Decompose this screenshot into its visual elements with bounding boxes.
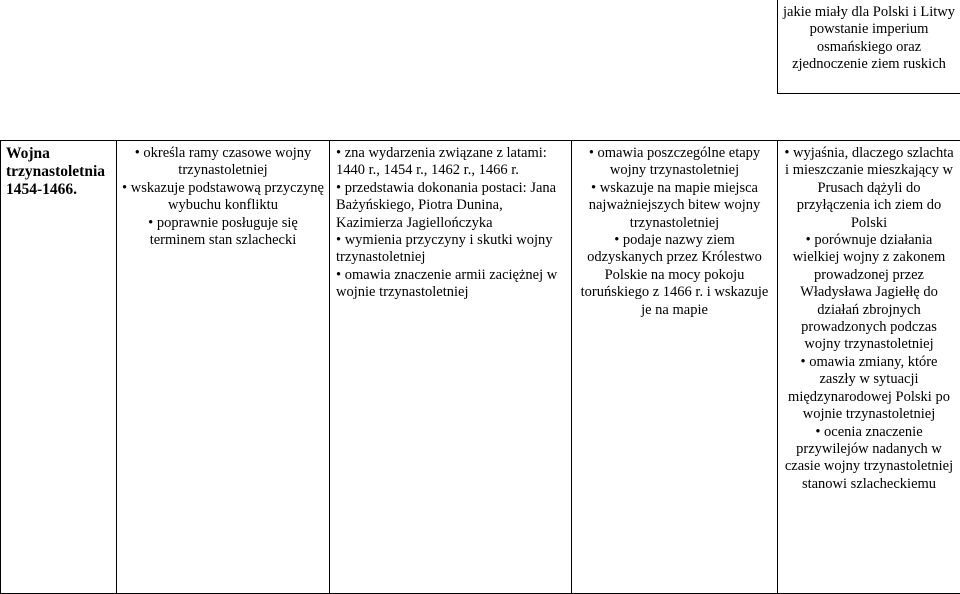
col4-bullet-item xyxy=(783,354,955,424)
col1-bullet-item xyxy=(122,215,324,250)
bullet-text: wskazuje podstawową przyczynę wybuchu konfliktu xyxy=(130,179,324,214)
bullet-icon: • xyxy=(591,179,600,196)
requirements-col-1 xyxy=(116,140,330,594)
bullet-text: zna wydarzenia związane z latami: 1440 r., 1454 r., 1462 r., 1466 r. xyxy=(336,145,547,179)
col4-bullet-item xyxy=(783,232,955,354)
bullet-icon: • xyxy=(815,423,825,440)
col1-bullet-item xyxy=(122,180,324,215)
bullet-icon: • xyxy=(805,232,815,249)
bullet-icon: • xyxy=(122,179,131,196)
bullet-text: przedstawia dokonania postaci: Jana Bażyńskiego, Piotra Dunina, Kazimierza Jagiellończyka xyxy=(336,179,557,231)
bullet-icon: • xyxy=(336,145,345,161)
bullet-icon: • xyxy=(148,214,157,231)
bullet-text: wyjaśnia, dlaczego szlachta i mieszczanie mieszkający w Prusach dążyli do przyłączenia ich ziem do Polski xyxy=(785,145,954,231)
requirements-col-2 xyxy=(329,140,572,594)
col2-bullet-item xyxy=(336,267,566,302)
col1-bullet-item xyxy=(122,145,324,180)
bullet-text: wymienia przyczyny i skutki wojny trzynastoletniej xyxy=(336,232,553,266)
col3-bullet-item xyxy=(577,180,772,232)
bullet-text: podaje nazwy ziem odzyskanych przez Królestwo Polskie na mocy pokoju toruńskiego z 1466 r. i wskazuje je na mapie xyxy=(580,232,769,318)
top-row-text: jakie miały dla Polski i Litwy powstanie imperium osmańskiego oraz zjednoczenie ziem ruskich xyxy=(783,4,955,73)
col2-bullet-item xyxy=(336,232,566,267)
col2-bullet-item xyxy=(336,180,566,232)
bullet-text: wskazuje na mapie miejsca najważniejszych bitew wojny trzynastoletniej xyxy=(588,179,761,231)
bullet-icon: • xyxy=(336,266,345,283)
bullet-icon: • xyxy=(614,232,623,249)
title-cell xyxy=(0,140,117,594)
row-title: Wojna trzynastoletnia 1454-1466. xyxy=(6,145,106,198)
bullet-text: porównuje działania wielkiej wojny z zakonem prowadzonej przez Władysława Jagiełłę do działań zbrojnych prowadzonych podczas wojny trzynastoletniej xyxy=(792,232,946,353)
bullet-text: omawia poszczególne etapy wojny trzynastoletniej xyxy=(597,145,761,179)
bullet-icon: • xyxy=(800,353,810,370)
bullet-icon: • xyxy=(784,145,794,161)
col3-bullet-item xyxy=(577,232,772,319)
bullet-text: ocenia znaczenie przywilejów nadanych w czasie wojny trzynastoletniej stanowi szlacheckiemu xyxy=(784,423,954,492)
bullet-text: omawia znaczenie armii zaciężnej w wojnie trzynastoletniej xyxy=(336,266,558,301)
bullet-icon: • xyxy=(134,145,144,161)
bullet-icon: • xyxy=(588,145,598,161)
top-row-cell xyxy=(777,0,960,94)
col2-bullet-item xyxy=(336,145,566,180)
bullet-text: omawia zmiany, które zaszły w sytuacji międzynarodowej Polski po wojnie trzynastoletniej xyxy=(788,353,950,423)
bullet-icon: • xyxy=(336,232,345,249)
bullet-text: określa ramy czasowe wojny trzynastoletniej xyxy=(143,145,312,179)
col4-bullet-item xyxy=(783,145,955,232)
col3-bullet-item xyxy=(577,145,772,180)
requirements-col-3 xyxy=(571,140,778,594)
col4-bullet-item xyxy=(783,424,955,494)
bullet-text: poprawnie posługuje się terminem stan szlachecki xyxy=(149,214,298,249)
bullet-icon: • xyxy=(336,179,345,196)
requirements-col-4 xyxy=(777,140,960,594)
